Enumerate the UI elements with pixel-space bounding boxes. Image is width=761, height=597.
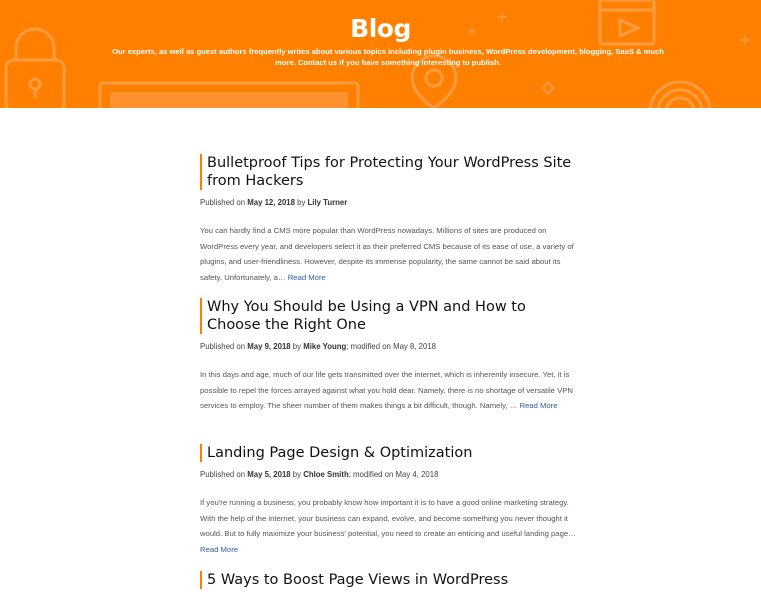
post-date: May 5, 2018 [247,470,291,479]
post-excerpt [200,495,580,557]
post-title-link[interactable]: 5 Ways to Boost Page Views in WordPress [200,571,580,589]
post-meta [200,342,580,352]
excerpt-text: If you're running a business, you probably know how important it is to have a good online marketing strategy. With the help of the internet, your business can expand, evolve, and become something you never thought it would. But to fully maximize your business' potential, you need to create an enticing and useful landing page… [200,498,576,538]
published-label: Published on [200,198,246,207]
excerpt-text: You can hardly find a CMS more popular than WordPress nowadays. Millions of sites are produced on WordPress every year, and developers select it as their preferred CMS because of its ease of use, a variety of plugins, and user-friendliness. However, despite its immense popularity, the same cannot be said about its safety. Unfortunately, a… [200,226,574,282]
post-date: May 9, 2018 [247,342,291,351]
post-author[interactable]: Mike Young [303,342,347,351]
modified-label: ; modified on [348,470,394,479]
read-more-link[interactable]: Read More [519,401,558,410]
post-title-link[interactable]: Why You Should be Using a VPN and How to Choose the Right One [200,298,580,334]
post-date: May 12, 2018 [247,198,295,207]
post-item [200,154,580,285]
blog-hero-banner [0,0,761,108]
post-meta [200,198,580,208]
post-excerpt [200,367,580,414]
published-label: Published on [200,470,246,479]
post-item [200,298,580,414]
post-title-link[interactable]: Bulletproof Tips for Protecting Your WordPress Site from Hackers [200,154,580,190]
modified-label: ; modified on [346,342,391,351]
by-label: by [292,470,302,479]
post-item [200,444,580,557]
modified-date: May 4, 2018 [395,470,439,479]
post-title-link[interactable]: Landing Page Design & Optimization [200,444,580,462]
post-author[interactable]: Lily Turner [307,198,348,207]
page-title: Blog [350,14,411,43]
by-label: by [292,342,302,351]
by-label: by [297,198,306,207]
post-meta [200,470,580,480]
read-more-link[interactable]: Read More [287,272,326,282]
excerpt-text: In this days and age, much of our life gets transmitted over the internet, which is inherently insecure. Yet, it is possible to repel the forces arrayed against what you hold dear. Namely, there is no shortage of versatile VPN services to employ. The sheer number of them makes things a bit difficult, though. Namely, … [200,370,573,410]
page-subtitle: Our experts, as well as guest authors frequently writes about various topics including plugin business, WordPress development, blogging, SaaS & much more. Contact us if you have something interesting to publish. [112,47,664,67]
post-item [200,571,580,589]
published-label: Published on [200,342,246,351]
read-more-link[interactable]: Read More [200,544,239,554]
post-excerpt [200,223,580,285]
fingerprint-icon [650,82,710,108]
laptop-icon [100,83,358,108]
modified-date: May 8, 2018 [393,342,436,351]
post-author[interactable]: Chloe Smith [303,470,349,479]
